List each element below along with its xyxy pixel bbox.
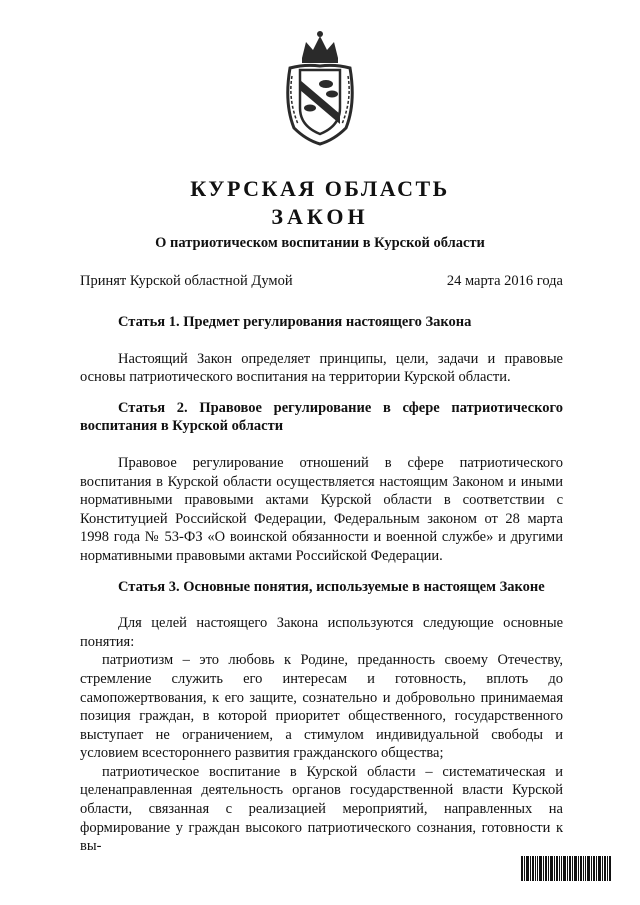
barcode-icon xyxy=(521,856,611,881)
adopted-by: Принят Курской областной Думой xyxy=(80,273,293,289)
article-3-intro: Для целей настоящего Закона используются следующие основные понятия: xyxy=(80,615,563,650)
article-3-definition-patriotism: патриотизм – это любовь к Родине, преданность своему Отечеству, стремление служить его интересам и готовность, вплоть до самопожертвования, к его защите, сознательно и добровольно принимаемая позиция граждан, в которой приоритет общественного, государственного выступает не ограничением, а стимулом индивидуальной свободы и условием всестороннего развития гражданского общества; xyxy=(80,652,563,762)
article-3-definition-education: патриотическое воспитание в Курской области – систематическая и целенаправленная деятельность органов государственной власти Курской области, связанная с реализацией мероприятий, направленных на формирование у граждан высокого патриотического сознания, готовности к вы- xyxy=(80,763,563,855)
region-title: КУРСКАЯ ОБЛАСТЬ xyxy=(190,176,450,201)
law-subtitle: О патриотическом воспитании в Курской области xyxy=(155,235,485,251)
article-2-heading: Статья 2. Правовое регулирование в сфере патриотического воспитания в Курской области xyxy=(80,399,563,435)
article-2-text: Правовое регулирование отношений в сфере патриотического воспитания в Курской области осуществляется настоящим Законом и иными нормативными правовыми актами Курской области в соответствии с Конституцией Российской Федерации, Федеральным законом от 28 марта 1998 года № 53-ФЗ «О воинской обязанности и военной службе» и другими нормативными правовыми актами Российской Федерации. xyxy=(80,454,563,564)
coat-of-arms-icon xyxy=(280,28,360,146)
adoption-row xyxy=(80,273,563,290)
adoption-date: 24 марта 2016 года xyxy=(446,273,563,289)
article-1-text: Настоящий Закон определяет принципы, цели, задачи и правовые основы патриотического воспитания на территории Курской области. xyxy=(80,350,563,386)
document-type: ЗАКОН xyxy=(271,204,369,229)
article-3-heading: Статья 3. Основные понятия, используемые в настоящем Законе xyxy=(118,578,545,595)
article-1-heading: Статья 1. Предмет регулирования настоящего Закона xyxy=(118,314,472,330)
law-body xyxy=(80,313,563,856)
